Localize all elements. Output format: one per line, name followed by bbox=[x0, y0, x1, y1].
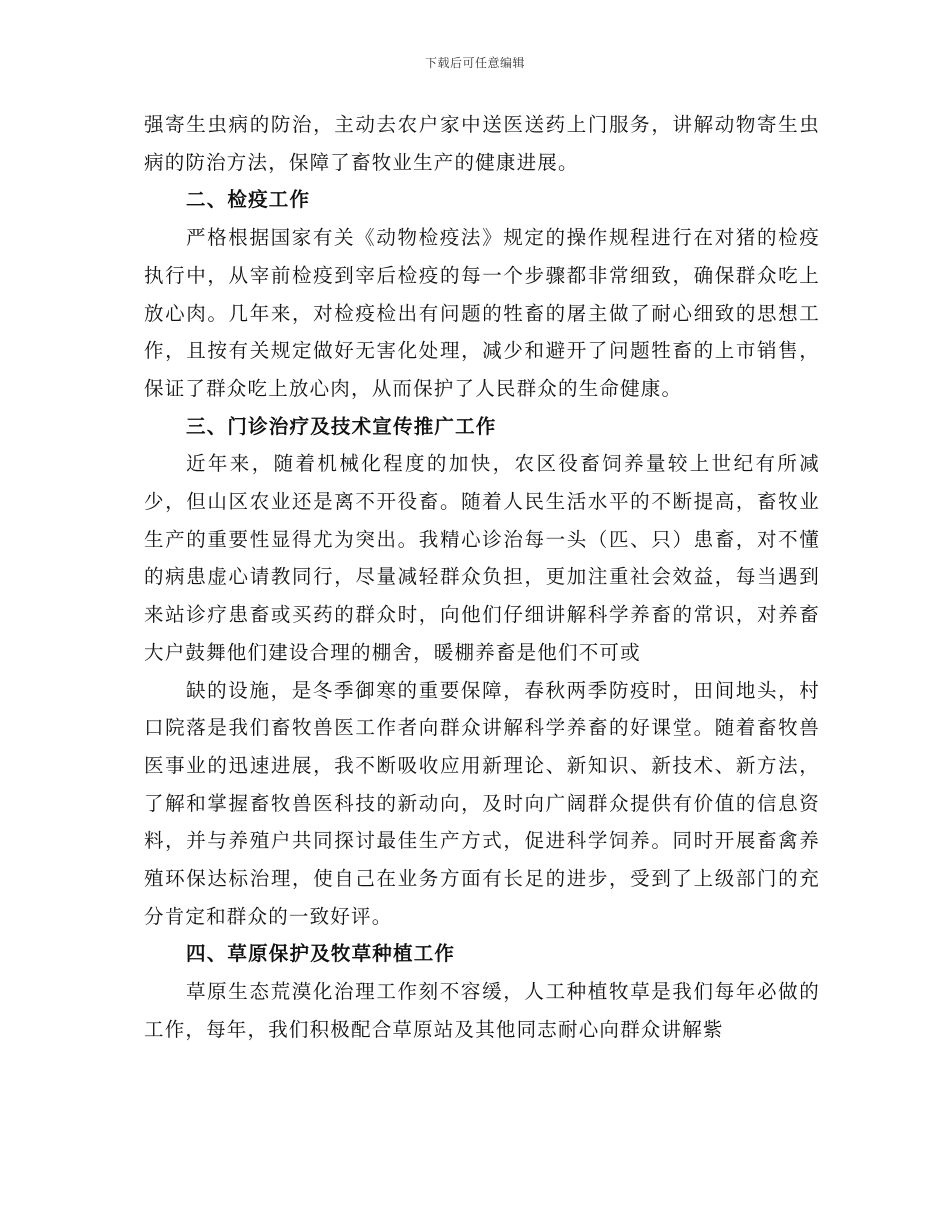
section-heading-grassland: 四、草原保护及牧草种植工作 bbox=[186, 942, 456, 966]
paragraph-grassland: 草原生态荒漠化治理工作刻不容缓，人工种植牧草是我们每年必做的工作，每年，我们积极配合草原站及其他同志耐心向群众讲解紫 bbox=[144, 980, 820, 1041]
section-heading-clinic-promotion: 三、门诊治疗及技术宣传推广工作 bbox=[186, 414, 497, 438]
page-header-note: 下载后可任意编辑 bbox=[424, 56, 525, 70]
paragraph-quarantine: 严格根据国家有关《动物检疫法》规定的操作规程进行在对猪的检疫执行中，从宰前检疫到宰后检疫的每一个步骤都非常细致，确保群众吃上放心肉。几年来，对检疫检出有问题的牲畜的屠主做了耐心细致的思想工作，且按有关规定做好无害化处理，减少和避开了问题牲畜的上市销售，保证了群众吃上放心肉，从而保护了人民群众的生命健康。 bbox=[144, 226, 820, 400]
section-heading-quarantine: 二、检疫工作 bbox=[186, 188, 311, 212]
document-body bbox=[144, 106, 820, 1049]
paragraph-parasite-prevention: 强寄生虫病的防治，主动去农户家中送医送药上门服务，讲解动物寄生虫病的防治方法，保障了畜牧业生产的健康进展。 bbox=[144, 113, 820, 174]
paragraph-technical-promotion: 缺的设施，是冬季御寒的重要保障，春秋两季防疫时，田间地头，村口院落是我们畜牧兽医工作者向群众讲解科学养畜的好课堂。随着畜牧兽医事业的迅速进展，我不断吸收应用新理论、新知识、新技术、新方法，了解和掌握畜牧兽医科技的新动向，及时向广阔群众提供有价值的信息资料，并与养殖户共同探讨最佳生产方式，促进科学饲养。同时开展畜禽养殖环保达标治理，使自己在业务方面有长足的进步，受到了上级部门的充分肯定和群众的一致好评。 bbox=[144, 678, 820, 928]
paragraph-clinic-treatment: 近年来，随着机械化程度的加快，农区役畜饲养量较上世纪有所减少，但山区农业还是离不开役畜。随着人民生活水平的不断提高，畜牧业生产的重要性显得尤为突出。我精心诊治每一头（匹、只）患畜，对不懂的病患虚心请教同行，尽量减轻群众负担，更加注重社会效益，每当遇到来站诊疗患畜或买药的群众时，向他们仔细讲解科学养畜的常识，对养畜大户鼓舞他们建设合理的棚舍，暖棚养畜是他们不可或 bbox=[144, 452, 820, 664]
